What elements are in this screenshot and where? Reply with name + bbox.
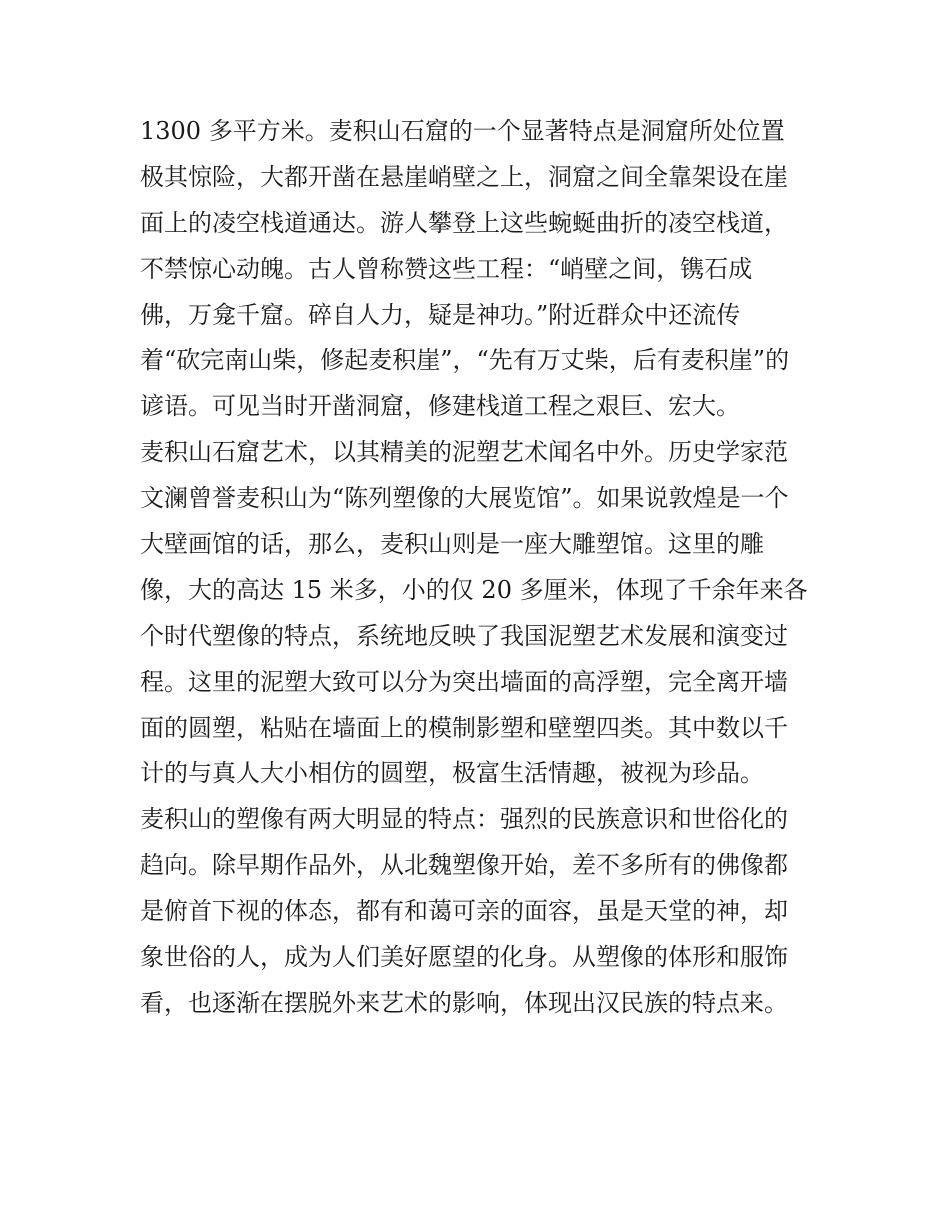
text-line: 像，大的高达 15 米多，小的仅 20 多厘米，体现了千余年来各 <box>140 575 808 604</box>
text-line: 看，也逐渐在摆脱外来艺术的影响，体现出汉民族的特点来。 <box>140 988 788 1017</box>
text-line: 面的圆塑，粘贴在墙面上的模制影塑和壁塑四类。其中数以千 <box>140 713 788 742</box>
text-line: 极其惊险，大都开凿在悬崖峭壁之上，洞窟之间全靠架设在崖 <box>140 162 788 191</box>
text-line: 个时代塑像的特点，系统地反映了我国泥塑艺术发展和演变过 <box>140 621 788 650</box>
text-line: 麦积山的塑像有两大明显的特点：强烈的民族意识和世俗化的 <box>140 805 788 834</box>
text-line: 谚语。可见当时开凿洞窟，修建栈道工程之艰巨、宏大。 <box>140 392 740 421</box>
text-line: 着“砍完南山柴，修起麦积崖”，“先有万丈柴，后有麦积崖”的 <box>140 346 790 375</box>
text-line: 文澜曾誉麦积山为“陈列塑像的大展览馆”。如果说敦煌是一个 <box>140 484 789 513</box>
text-line: 不禁惊心动魄。古人曾称赞这些工程：“峭壁之间，镌石成 <box>140 254 753 283</box>
text-line: 象世俗的人，成为人们美好愿望的化身。从塑像的体形和服饰 <box>140 943 788 972</box>
text-line: 程。这里的泥塑大致可以分为突出墙面的高浮塑，完全离开墙 <box>140 667 788 696</box>
body-text <box>140 109 820 1027</box>
text-line: 计的与真人大小相仿的圆塑，极富生活情趣，被视为珍品。 <box>140 759 764 788</box>
text-line: 1300 多平方米。麦积山石窟的一个显著特点是洞窟所处位置 <box>140 117 785 145</box>
text-line: 大壁画馆的话，那么，麦积山则是一座大雕塑馆。这里的雕 <box>140 530 764 559</box>
text-line: 面上的凌空栈道通达。游人攀登上这些蜿蜒曲折的凌空栈道， <box>140 208 788 237</box>
text-line: 佛，万龛千窟。碎自人力，疑是神功。”附近群众中还流传 <box>140 300 741 329</box>
text-line: 趋向。除早期作品外，从北魏塑像开始，差不多所有的佛像都 <box>140 851 788 880</box>
text-line: 是俯首下视的体态，都有和蔼可亲的面容，虽是天堂的神，却 <box>140 897 788 926</box>
text-line: 麦积山石窟艺术，以其精美的泥塑艺术闻名中外。历史学家范 <box>140 438 788 467</box>
